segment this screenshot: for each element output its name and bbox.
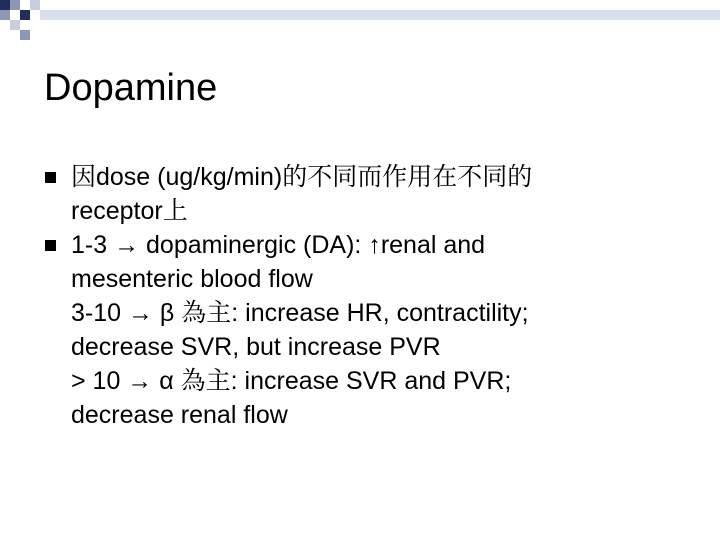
bullet-text-line: mesenteric blood flow	[71, 265, 313, 293]
deco-square	[20, 10, 30, 20]
slide-title: Dopamine	[44, 67, 218, 109]
bullet-text-line: 3-10 → β 為主: increase HR, contractility;	[71, 299, 529, 327]
bullet-text-line: receptor上	[71, 197, 188, 225]
bullet-text-line: decrease SVR, but increase PVR	[71, 333, 441, 361]
deco-bar	[40, 10, 720, 20]
deco-square	[10, 0, 20, 10]
deco-square	[0, 10, 10, 20]
corner-decoration	[0, 0, 720, 40]
bullet-item	[45, 160, 705, 228]
bullet-text-line: 1-3 → dopaminergic (DA): ↑renal and	[71, 231, 486, 259]
deco-square	[0, 0, 10, 10]
deco-square	[10, 20, 20, 30]
square-bullet-icon	[45, 240, 56, 251]
bullet-text-line: decrease renal flow	[71, 401, 288, 429]
bullet-text-line: > 10 → α 為主: increase SVR and PVR;	[71, 367, 512, 395]
deco-square	[20, 30, 30, 40]
square-bullet-icon	[45, 172, 56, 183]
bullet-text-line: 因dose (ug/kg/min)的不同而作用在不同的	[71, 163, 533, 191]
bullet-item	[45, 228, 705, 432]
deco-square	[30, 0, 40, 10]
slide-body	[45, 160, 705, 432]
